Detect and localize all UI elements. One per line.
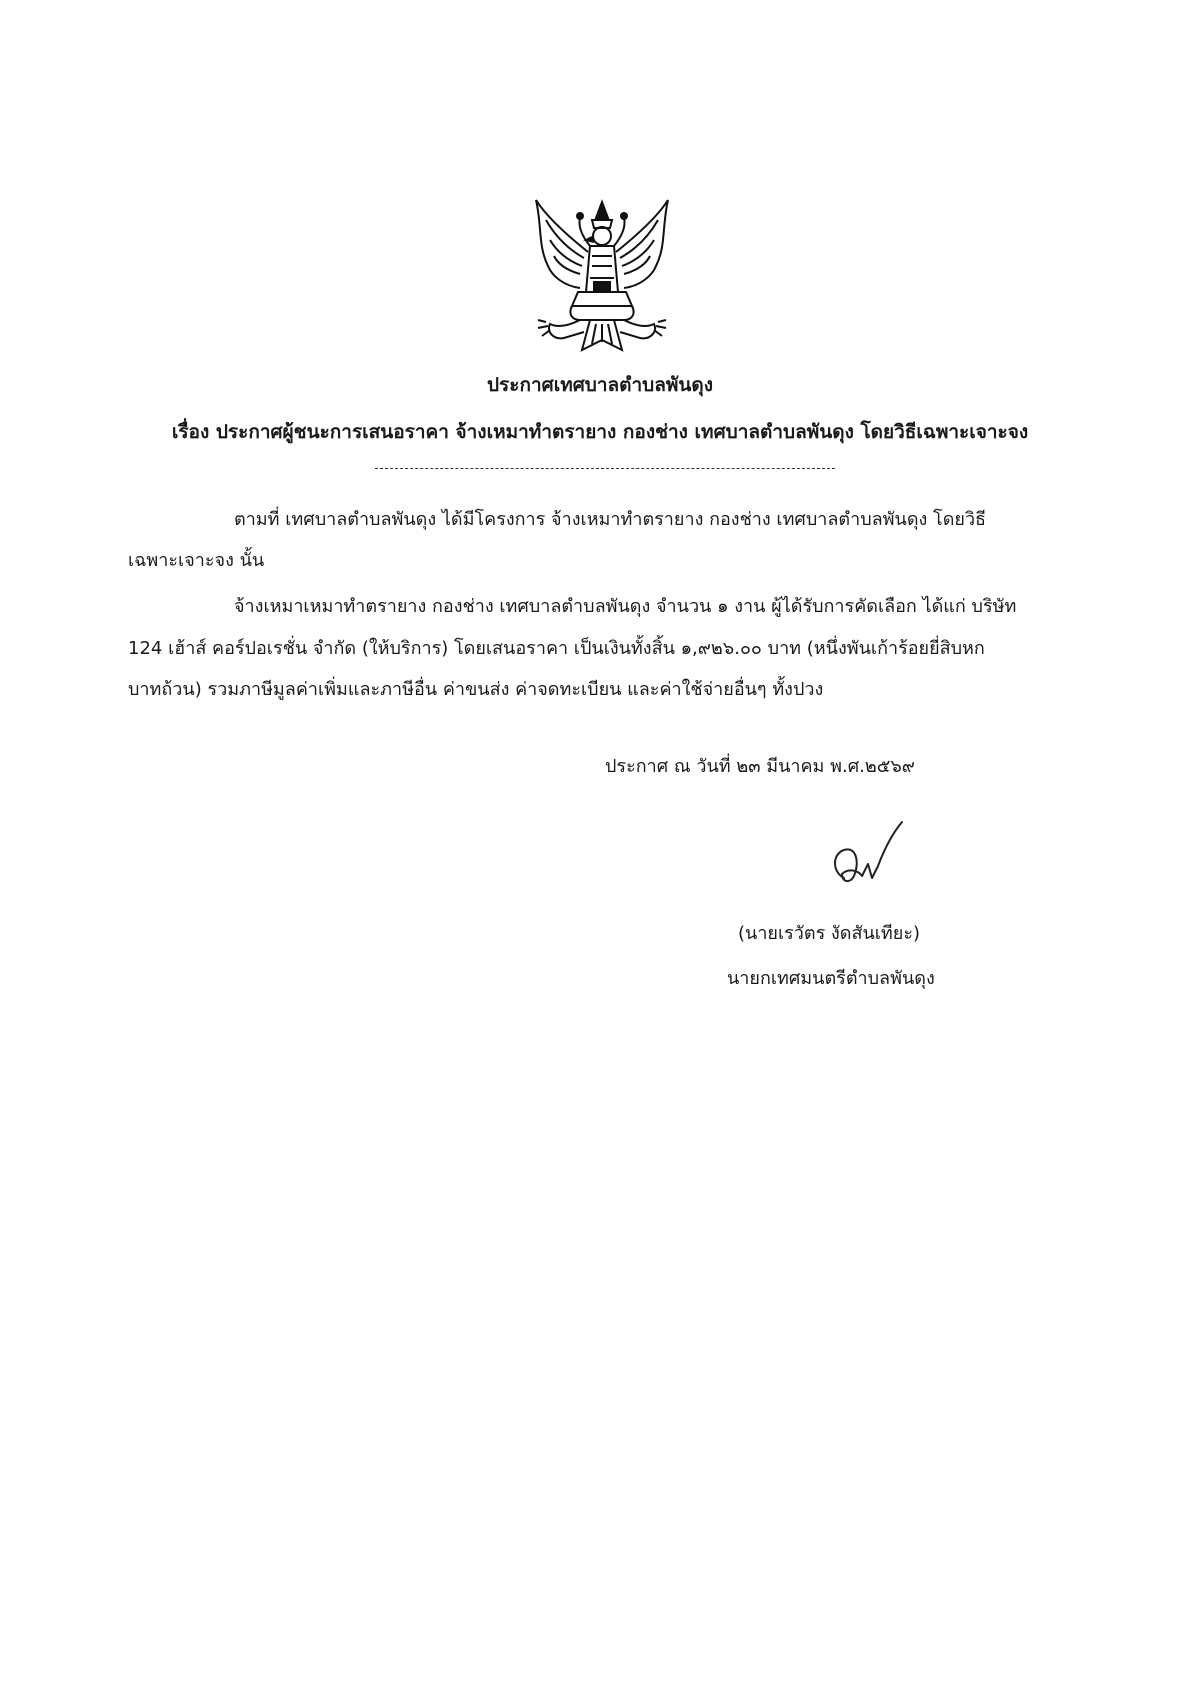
handwritten-signature-icon (828, 820, 908, 892)
notice-title: ประกาศเทศบาลตำบลพันดุง (487, 374, 713, 396)
garuda-emblem-icon (528, 196, 676, 358)
signatory-position: นายกเทศมนตรีตำบลพันดุง (727, 968, 935, 989)
announcement-date: ประกาศ ณ วันที่ ๒๓ มีนาคม พ.ศ.๒๕๖๙ (605, 756, 915, 777)
paragraph-2-line-1: จ้างเหมาเหมาทำตรายาง กองช่าง เทศบาลตำบลพันดุง จำนวน ๑ งาน ผู้ได้รับการคัดเลือก ได้แก่ บริษัท (234, 596, 1017, 617)
paragraph-1-line-2: เฉพาะเจาะจง นั้น (128, 550, 265, 571)
paragraph-2-line-3: บาทถ้วน) รวมภาษีมูลค่าเพิ่มและภาษีอื่น ค่าขนส่ง ค่าจดทะเบียน และค่าใช้จ่ายอื่นๆ ทั้งปวง (128, 679, 824, 700)
dashed-divider (375, 468, 835, 469)
paragraph-1-line-1: ตามที่ เทศบาลตำบลพันดุง ได้มีโครงการ จ้างเหมาทำตรายาง กองช่าง เทศบาลตำบลพันดุง โดยวิธี (234, 509, 987, 530)
signatory-name: (นายเรวัตร งัดสันเทียะ) (738, 923, 921, 944)
notice-subject: เรื่อง ประกาศผู้ชนะการเสนอราคา จ้างเหมาทำตรายาง กองช่าง เทศบาลตำบลพันดุง โดยวิธีเฉพาะเจาะจง (171, 421, 1029, 443)
paragraph-2-line-2: 124 เฮ้าส์ คอร์ปอเรชั่น จำกัด (ให้บริการ) โดยเสนอราคา เป็นเงินทั้งสิ้น ๑,๙๒๖.๐๐ บาท (หนึ่งพันเก้าร้อยยี่สิบหก (128, 638, 985, 659)
